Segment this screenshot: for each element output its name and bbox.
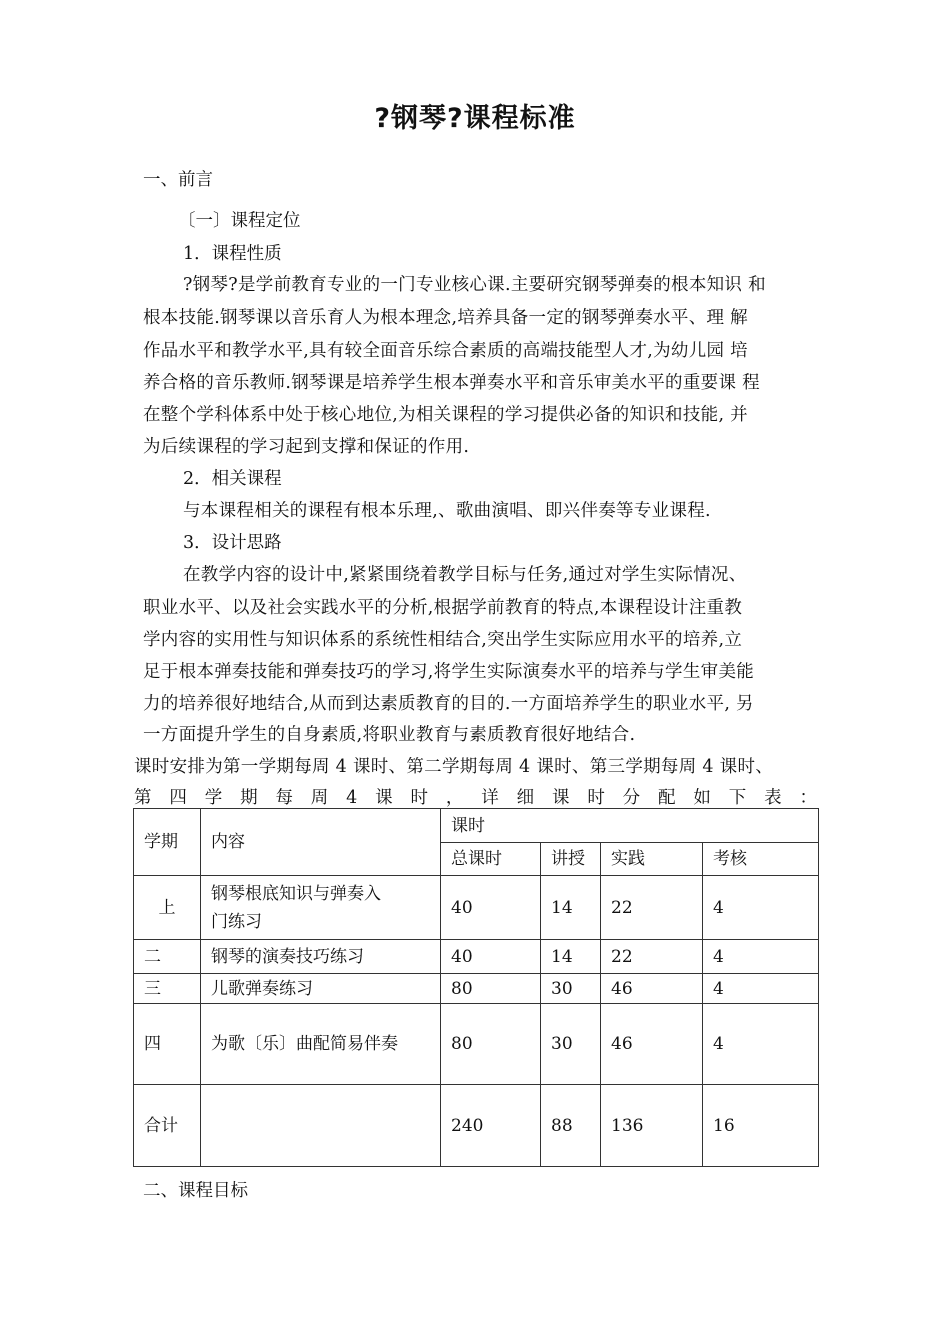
cell-lecture: 30: [541, 974, 601, 1004]
paragraph-line: 作品水平和教学水平,具有较全面音乐综合素质的高端技能型人才,为幼儿园 培: [143, 341, 748, 361]
cell-content: 儿歌弹奏练习: [201, 974, 441, 1004]
table-row: [134, 876, 819, 940]
paragraph-line: 根本技能.钢琴课以音乐育人为根本理念,培养具备一定的钢琴弹奏水平、理 解: [143, 308, 748, 328]
cell-lecture: 88: [541, 1085, 601, 1167]
cell-practice: 136: [601, 1085, 703, 1167]
cell-exam: 16: [703, 1085, 819, 1167]
cell-total: 240: [441, 1085, 541, 1167]
cell-exam: 4: [703, 876, 819, 940]
cell-practice: 46: [601, 974, 703, 1004]
paragraph-line: 一方面提升学生的自身素质,将职业教育与素质教育很好地结合.: [143, 725, 636, 745]
cell-total: 40: [441, 940, 541, 974]
cell-content: [201, 1085, 441, 1167]
paragraph-line: 足于根本弹奏技能和弹奏技巧的学习,将学生实际演奏水平的培养与学生审美能: [143, 662, 755, 682]
table-row: [134, 1004, 819, 1085]
paragraph-line: 养合格的音乐教师.钢琴课是培养学生根本弹奏水平和音乐审美水平的重要课 程: [143, 373, 760, 393]
schedule-line: 第四学期每周4课时，详细课时分配如下表：: [134, 788, 817, 808]
cell-term: 上: [134, 876, 201, 940]
cell-lecture: 30: [541, 1004, 601, 1085]
cell-exam: 4: [703, 1004, 819, 1085]
item-heading-nature: 1．课程性质: [183, 244, 282, 264]
paragraph-line: 学内容的实用性与知识体系的系统性相结合,突出学生实际应用水平的培养,立: [143, 630, 743, 650]
page-title: ?钢琴?课程标准: [374, 103, 576, 134]
paragraph-line: 在教学内容的设计中,紧紧围绕着教学目标与任务,通过对学生实际情况、: [183, 565, 747, 585]
cell-content: 钢琴根底知识与弹奏入门练习: [201, 876, 441, 940]
section-heading-goals: 二、课程目标: [143, 1181, 248, 1201]
cell-term: 四: [134, 1004, 201, 1085]
cell-lecture: 14: [541, 876, 601, 940]
header-exam: 考核: [703, 843, 819, 876]
cell-term: 合计: [134, 1085, 201, 1167]
header-term: 学期: [134, 809, 201, 876]
table-sum-row: [134, 1085, 819, 1167]
header-hours: 课时: [441, 809, 819, 843]
header-lecture: 讲授: [541, 843, 601, 876]
cell-lecture: 14: [541, 940, 601, 974]
schedule-line: 课时安排为第一学期每周 4 课时、第二学期每周 4 课时、第三学期每周 4 课时、: [134, 757, 774, 777]
cell-term: 三: [134, 974, 201, 1004]
section-heading-preface: 一、前言: [143, 170, 213, 190]
table-header-row: [134, 809, 819, 843]
paragraph-line: 在整个学科体系中处于核心地位,为相关课程的学习提供必备的知识和技能, 并: [143, 405, 748, 425]
subsection-heading-positioning: 〔一〕课程定位: [178, 211, 301, 231]
header-practice: 实践: [601, 843, 703, 876]
paragraph-line: 为后续课程的学习起到支撑和保证的作用.: [143, 437, 470, 457]
cell-practice: 22: [601, 876, 703, 940]
table-row: [134, 974, 819, 1004]
paragraph-line: ?钢琴?是学前教育专业的一门专业核心课.主要研究钢琴弹奏的根本知识 和: [183, 275, 766, 295]
cell-exam: 4: [703, 974, 819, 1004]
table-row: [134, 940, 819, 974]
schedule-table: [133, 808, 819, 1167]
cell-content: 钢琴的演奏技巧练习: [201, 940, 441, 974]
paragraph-line: 与本课程相关的课程有根本乐理,、歌曲演唱、即兴伴奏等专业课程.: [183, 501, 711, 521]
cell-total: 80: [441, 1004, 541, 1085]
cell-total: 80: [441, 974, 541, 1004]
cell-term: 二: [134, 940, 201, 974]
header-content: 内容: [201, 809, 441, 876]
item-heading-design: 3．设计思路: [183, 533, 282, 553]
paragraph-line: 职业水平、以及社会实践水平的分析,根据学前教育的特点,本课程设计注重教: [143, 598, 743, 618]
cell-practice: 46: [601, 1004, 703, 1085]
cell-practice: 22: [601, 940, 703, 974]
paragraph-line: 力的培养很好地结合,从而到达素质教育的目的.一方面培养学生的职业水平, 另: [143, 694, 754, 714]
cell-exam: 4: [703, 940, 819, 974]
header-total: 总课时: [441, 843, 541, 876]
cell-content: 为歌〔乐〕曲配简易伴奏: [201, 1004, 441, 1085]
item-heading-related: 2．相关课程: [183, 469, 282, 489]
cell-total: 40: [441, 876, 541, 940]
